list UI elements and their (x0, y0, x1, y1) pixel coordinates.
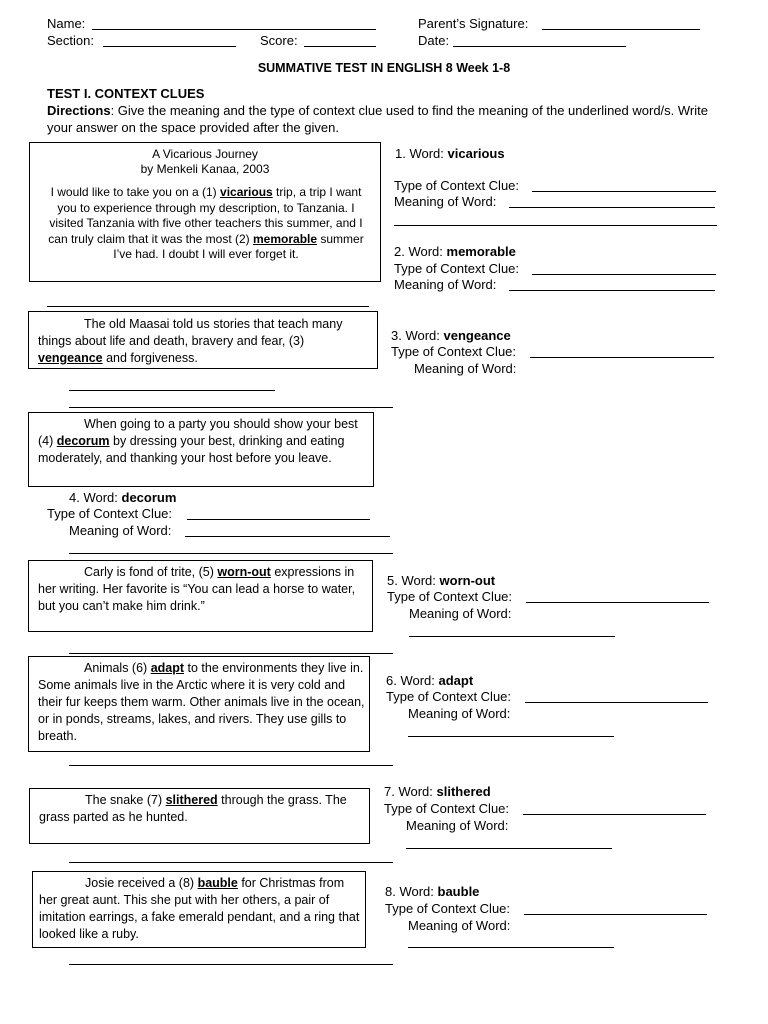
passage-text: The old Maasai told us stories that teach many things about life and death, bravery and fear, (3) vengeance and forgiveness. (38, 317, 343, 365)
meaning-line[interactable] (509, 290, 715, 291)
passage-box-3 (28, 412, 374, 487)
answer-line[interactable] (69, 862, 393, 863)
passage-title: A Vicarious Journey (152, 147, 258, 161)
passage-text: Josie received a (8) bauble for Christmas from her great aunt. This she put with her others, a pair of imitation earrings, a fake emerald pendant, and a ring that looked like a ruby. (39, 876, 360, 941)
type-line[interactable] (532, 191, 716, 192)
passage-byline: by Menkeli Kanaa, 2003 (140, 162, 270, 176)
underlined-word: vicarious (220, 185, 273, 199)
passage-box-5 (28, 656, 370, 752)
name-label: Name: (47, 16, 86, 31)
question-8-word: 8. Word: bauble (385, 884, 480, 899)
answer-line[interactable] (47, 306, 369, 307)
passage-box-7 (32, 871, 366, 948)
meaning-label: Meaning of Word: (406, 818, 509, 833)
answer-line[interactable] (69, 553, 393, 554)
passage-box-6 (29, 788, 370, 844)
directions (47, 102, 727, 136)
meaning-label: Meaning of Word: (394, 194, 497, 209)
meaning-line[interactable] (509, 207, 715, 208)
type-label: Type of Context Clue: (386, 689, 512, 704)
type-label: Type of Context Clue: (394, 261, 520, 276)
underlined-word: memorable (253, 231, 318, 246)
answer-line[interactable] (69, 407, 393, 408)
type-label: Type of Context Clue: (385, 901, 511, 916)
meaning-label: Meaning of Word: (408, 918, 511, 933)
type-line[interactable] (524, 914, 707, 915)
passage-box-1 (29, 142, 381, 282)
type-line[interactable] (530, 357, 714, 358)
question-5-word: 5. Word: worn-out (387, 573, 496, 588)
meaning-line[interactable] (185, 536, 390, 537)
passage-text: Carly is fond of trite, (5) worn-out expressions in her writing. Her favorite is “You can lead a horse to water, but you can’t make him drink.” (38, 565, 356, 613)
meaning-label: Meaning of Word: (408, 706, 511, 721)
meaning-line[interactable] (409, 636, 615, 637)
type-label: Type of Context Clue: (47, 506, 173, 521)
type-label: Type of Context Clue: (387, 589, 513, 604)
question-3-word: 3. Word: vengeance (391, 328, 511, 343)
date-label: Date: (418, 33, 450, 48)
date-line[interactable] (453, 46, 626, 47)
question-1-word: 1. Word: vicarious (395, 146, 505, 161)
type-line[interactable] (187, 519, 370, 520)
parent-signature-line[interactable] (542, 29, 700, 30)
type-line[interactable] (532, 274, 716, 275)
section-line[interactable] (103, 46, 236, 47)
type-line[interactable] (526, 602, 709, 603)
passage-box-4 (28, 560, 373, 632)
type-label: Type of Context Clue: (394, 178, 520, 193)
name-line[interactable] (92, 29, 376, 30)
directions-label: Directions (47, 103, 111, 118)
meaning-label: Meaning of Word: (414, 361, 517, 376)
type-line[interactable] (523, 814, 706, 815)
question-7-word: 7. Word: slithered (384, 784, 491, 799)
passage-text: Animals (6) adapt to the environments they live in. Some animals live in the Arctic where it is very cold and their fur keeps them warm. Other animals live in the ocean, or in ponds, streams, lakes, and rivers. They use gills to breath. (38, 661, 365, 743)
test-heading: TEST I. CONTEXT CLUES (47, 86, 205, 101)
question-2-word: 2. Word: memorable (394, 244, 516, 259)
type-line[interactable] (525, 702, 708, 703)
directions-text: : Give the meaning and the type of context clue used to find the meaning of the underlined word/s. Write your answer on the space provided after the given. (47, 103, 708, 135)
answer-line[interactable] (69, 653, 393, 654)
passage-text: When going to a party you should show your best (4) decorum by dressing your best, drinking and eating moderately, and thanking your host before you leave. (38, 417, 358, 465)
underlined-word: bauble (197, 876, 238, 890)
meaning-label: Meaning of Word: (394, 277, 497, 292)
answer-line[interactable] (69, 765, 393, 766)
meaning-line[interactable] (408, 736, 614, 737)
underlined-word: adapt (150, 661, 185, 675)
question-4-word: 4. Word: decorum (69, 490, 177, 505)
meaning-label: Meaning of Word: (409, 606, 512, 621)
page-title: SUMMATIVE TEST IN ENGLISH 8 Week 1-8 (257, 61, 511, 75)
score-line[interactable] (304, 46, 376, 47)
question-6-word: 6. Word: adapt (386, 673, 474, 688)
underlined-word: vengeance (38, 351, 103, 365)
type-label: Type of Context Clue: (384, 801, 510, 816)
answer-line[interactable] (69, 964, 393, 965)
meaning-line[interactable] (406, 848, 612, 849)
answer-line[interactable] (394, 225, 717, 226)
section-label: Section: (47, 33, 94, 48)
type-label: Type of Context Clue: (391, 344, 517, 359)
meaning-label: Meaning of Word: (69, 523, 172, 538)
passage-text: I would like to take you on a (1) vicarious trip, a trip I want you to experience through my description, to Tanzania. I visited Tanzania with five other teachers this summer, and I can truly claim that it was the most (2) memorable summer I’ve had. I doubt I will ever forget it. (48, 185, 364, 261)
score-label: Score: (260, 33, 298, 48)
underlined-word: worn-out (217, 565, 271, 579)
underlined-word: slithered (165, 793, 218, 807)
passage-box-2 (28, 311, 378, 369)
meaning-line[interactable] (408, 947, 614, 948)
answer-line[interactable] (69, 390, 275, 391)
parent-signature-label: Parent’s Signature: (418, 16, 529, 31)
underlined-word: decorum (56, 434, 110, 448)
passage-text: The snake (7) slithered through the grass. The grass parted as he hunted. (39, 793, 347, 824)
